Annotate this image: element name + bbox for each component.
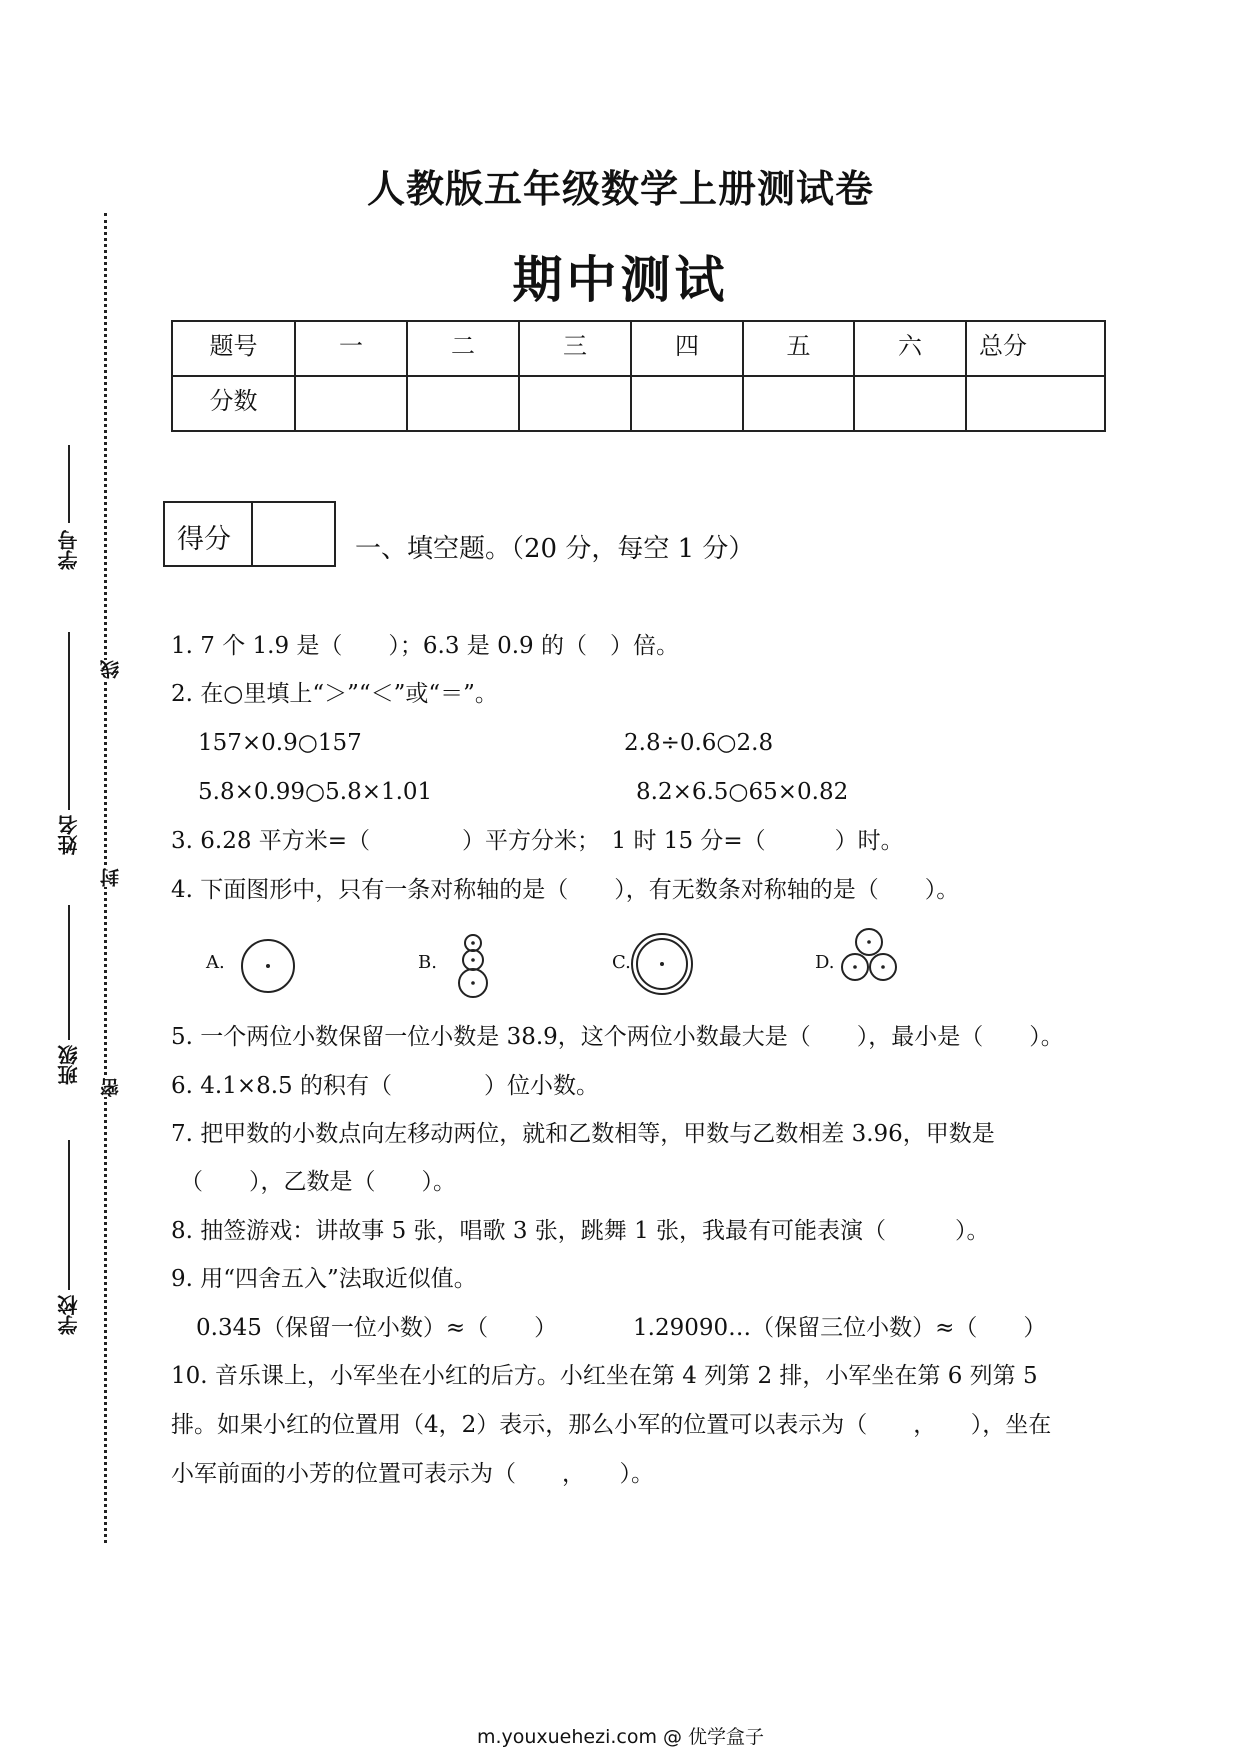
question-3: 3. 6.28 平方米=（ ）平方分米； 1 时 15 分=（ ）时。 bbox=[171, 828, 904, 854]
xuehao-label: 学号 bbox=[57, 530, 81, 570]
score-table-header-row bbox=[172, 321, 1105, 376]
score-header-cell: 六 bbox=[854, 321, 966, 376]
xuexiao-label: 学校 bbox=[57, 1295, 81, 1335]
feng-mark: 封 bbox=[97, 868, 124, 887]
section-score-label: 得分 bbox=[177, 524, 231, 555]
exam-subtitle: 期中测试 bbox=[512, 251, 729, 309]
xian-mark: 线 bbox=[97, 660, 124, 679]
section-score-box bbox=[163, 501, 336, 567]
score-cell[interactable] bbox=[519, 376, 631, 431]
score-table bbox=[171, 320, 1106, 432]
question-9-a: 0.345（保留一位小数）≈（ ） bbox=[196, 1315, 558, 1341]
question-10-line-2: 排。如果小红的位置用（4，2）表示，那么小军的位置可以表示为（ ， ），坐在 bbox=[171, 1412, 1052, 1438]
score-cell[interactable] bbox=[295, 376, 407, 431]
figure-b-stacked-circles bbox=[455, 934, 491, 1000]
xingming-label: 姓名 bbox=[57, 815, 81, 855]
score-cell[interactable] bbox=[966, 376, 1105, 431]
score-header-cell: 四 bbox=[631, 321, 743, 376]
score-header-cell: 一 bbox=[295, 321, 407, 376]
score-cell[interactable] bbox=[407, 376, 519, 431]
question-7-line-1: 7. 把甲数的小数点向左移动两位，就和乙数相等，甲数与乙数相差 3.96，甲数是 bbox=[171, 1121, 995, 1147]
score-header-cell: 五 bbox=[743, 321, 854, 376]
question-7-line-2: （ ），乙数是（ ）。 bbox=[180, 1169, 456, 1195]
figure-c-concentric-circles bbox=[630, 932, 694, 996]
figure-d-three-circles bbox=[838, 927, 900, 987]
figure-b-label: B. bbox=[418, 952, 437, 973]
question-10-line-1: 10. 音乐课上，小军坐在小红的后方。小红坐在第 4 列第 2 排，小军坐在第 6 列第 5 bbox=[171, 1363, 1038, 1389]
question-9-b: 1.29090…（保留三位小数）≈（ ） bbox=[633, 1315, 1047, 1341]
score-table-score-row bbox=[172, 376, 1105, 431]
page-title: 人教版五年级数学上册测试卷 bbox=[366, 166, 874, 211]
score-header-cell: 二 bbox=[407, 321, 519, 376]
xuehao-underline bbox=[68, 445, 70, 523]
score-header-cell: 三 bbox=[519, 321, 631, 376]
score-row-label: 分数 bbox=[172, 376, 295, 431]
question-2-c: 5.8×0.99○5.8×1.01 bbox=[198, 779, 433, 805]
figure-a-label: A. bbox=[206, 952, 225, 973]
score-header-cell: 总分 bbox=[966, 321, 1105, 376]
question-2-a: 157×0.9○157 bbox=[198, 730, 362, 756]
question-2: 2. 在○里填上“＞”“＜”或“＝”。 bbox=[171, 681, 498, 707]
question-2-b: 2.8÷0.6○2.8 bbox=[624, 730, 774, 756]
mi-mark: 密 bbox=[97, 1078, 124, 1097]
banji-label: 班级 bbox=[57, 1045, 81, 1085]
xingming-underline bbox=[68, 632, 70, 810]
section-1-heading: 一、填空题。（20 分，每空 1 分） bbox=[355, 534, 755, 564]
question-2-d: 8.2×6.5○65×0.82 bbox=[636, 779, 849, 805]
figure-d-label: D. bbox=[815, 952, 835, 973]
score-cell[interactable] bbox=[743, 376, 854, 431]
section-score-divider bbox=[251, 503, 253, 565]
question-1: 1. 7 个 1.9 是（ ）；6.3 是 0.9 的（ ）倍。 bbox=[171, 633, 679, 659]
score-cell[interactable] bbox=[854, 376, 966, 431]
score-cell[interactable] bbox=[631, 376, 743, 431]
figure-a-circle bbox=[240, 938, 296, 994]
question-9: 9. 用“四舍五入”法取近似值。 bbox=[171, 1266, 477, 1292]
figure-c-label: C. bbox=[612, 952, 631, 973]
question-6: 6. 4.1×8.5 的积有（ ）位小数。 bbox=[171, 1073, 599, 1099]
banji-underline bbox=[68, 905, 70, 1040]
score-header-cell: 题号 bbox=[172, 321, 295, 376]
question-10-line-3: 小军前面的小芳的位置可表示为（ ， ）。 bbox=[171, 1461, 654, 1487]
question-8: 8. 抽签游戏：讲故事 5 张，唱歌 3 张，跳舞 1 张，我最有可能表演（ ）。 bbox=[171, 1218, 990, 1244]
footer-source: m.youxuehezi.com @ 优学盒子 bbox=[476, 1726, 765, 1748]
question-4: 4. 下面图形中，只有一条对称轴的是（ ），有无数条对称轴的是（ ）。 bbox=[171, 877, 960, 903]
question-5: 5. 一个两位小数保留一位小数是 38.9，这个两位小数最大是（ ），最小是（ ）。 bbox=[171, 1024, 1064, 1050]
xuexiao-underline bbox=[68, 1140, 70, 1290]
